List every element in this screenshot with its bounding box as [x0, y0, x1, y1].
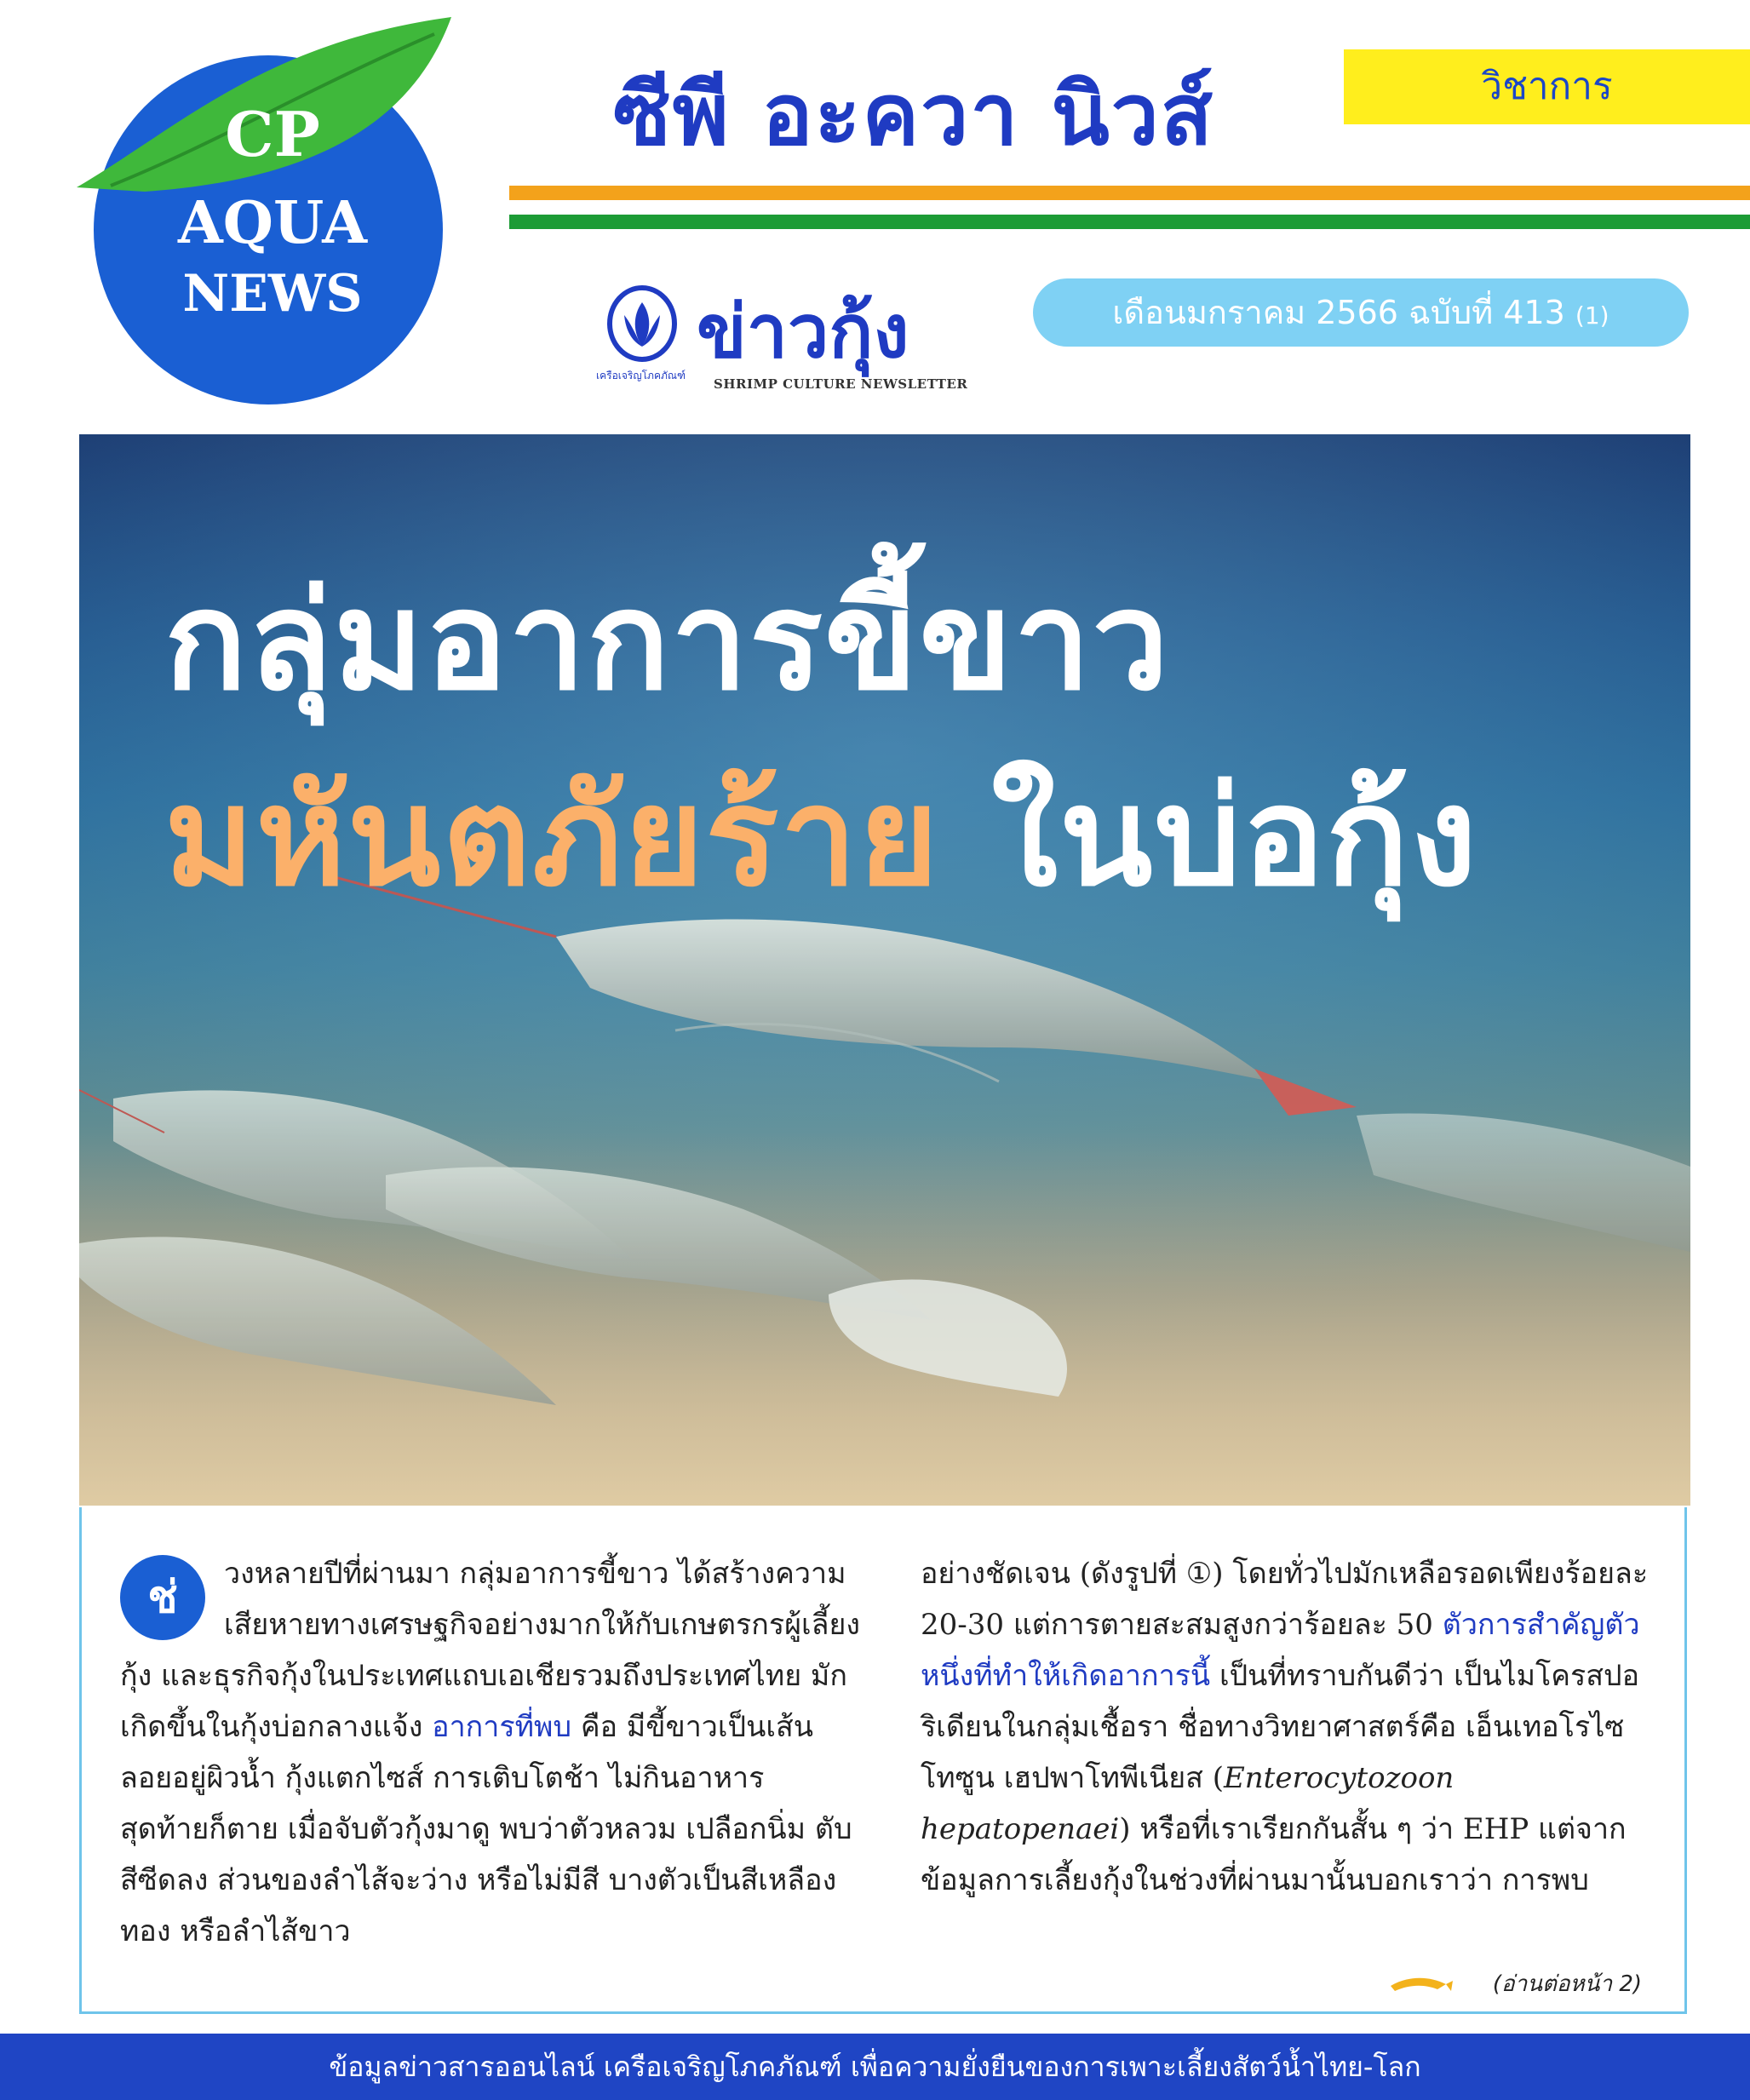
logo-news-text: NEWS	[182, 264, 363, 324]
dropcap: ช่	[120, 1555, 205, 1640]
logo-aqua-text: AQUA	[178, 189, 367, 257]
category-tag: วิชาการ	[1344, 49, 1750, 124]
left-highlight: อาการที่พบ	[432, 1710, 572, 1744]
green-divider	[509, 215, 1750, 229]
scientific-name: Enterocytozoon hepatopenaei	[921, 1761, 1455, 1846]
logo-cp-text: CP	[225, 98, 320, 170]
headline-highlight: มหันตภัยร้าย	[164, 757, 940, 916]
left-text-2: คือ มีขี้ขาวเป็นเส้นลอยอยู่ผิวน้ำ กุ้งแตกไซส์ การเติบโตช้า ไม่กินอาหาร สุดท้ายก็ตาย เมื่อจับตัวกุ้งมาดู พบว่าตัวหลวม เปลือกนิ่ม ตับสีซีดลง ส่วนของลำไส้จะว่าง หรือไม่มีสี บางตัวเป็นสีเหลืองทอง หรือลำไส้ขาว	[120, 1710, 852, 1948]
hero-image	[79, 434, 1690, 1506]
right-text-3: ) หรือที่เราเรียกกันสั้น ๆ ว่า EHP แต่จากข้อมูลการเลี้ยงกุ้งในช่วงที่ผ่านมานั้นบอกเราว่า การพบ	[921, 1812, 1627, 1897]
orange-divider	[509, 186, 1750, 200]
masthead-title: ซีพี อะควา นิวส์	[613, 65, 1214, 164]
headline-line-1: กลุ่มอาการขี้ขาว	[164, 561, 1171, 720]
continued-note: (อ่านต่อหน้า 2)	[1492, 1971, 1642, 1997]
emblem-caption: เครือเจริญโภคภัณฑ์	[596, 370, 686, 382]
headline-line-2	[164, 728, 1478, 944]
issue-badge	[1033, 278, 1689, 347]
issue-date: เดือนมกราคม 2566 ฉบับที่ 413	[1112, 294, 1565, 331]
right-text-2: เป็นที่ทราบกันดีว่า เป็นไมโครสปอริเดียนในกลุ่มเชื้อรา ชื่อทางวิทยาศาสตร์คือ เอ็นเทอโรไซโทซูน เฮปพาโทพีเนียส (	[921, 1659, 1640, 1795]
article-column-left	[120, 1548, 861, 1957]
newsletter-subtitle: SHRIMP CULTURE NEWSLETTER	[714, 376, 968, 392]
right-highlight: ตัวการสำคัญตัวหนึ่งที่ทำให้เกิดอาการนี้	[921, 1608, 1640, 1693]
left-text-1: วงหลายปีที่ผ่านมา กลุ่มอาการขี้ขาว ได้สร้างความเสียหายทางเศรษฐกิจอย่างมากให้กับเกษตรกรผู้เลี้ยงกุ้ง และธุรกิจกุ้งในประเทศแถบเอเชียรวมถึงประเทศไทย มักเกิดขึ้นในกุ้งบ่อกลางแจ้ง	[120, 1557, 860, 1744]
headline-rest: ในบ่อกุ้ง	[990, 757, 1479, 916]
article-body	[79, 1507, 1687, 2014]
issue-page: (1)	[1575, 301, 1609, 330]
article-column-right	[921, 1548, 1653, 1906]
shrimp-arrow-icon	[1386, 1969, 1455, 2003]
footer-banner: ข้อมูลข่าวสารออนไลน์ เครือเจริญโภคภัณฑ์ เพื่อความยั่งยืนของการเพาะเลี้ยงสัตว์น้ำไทย-โลก	[0, 2034, 1750, 2100]
cp-aqua-news-logo	[77, 9, 468, 409]
right-text-1: อย่างชัดเจน (ดังรูปที่ ①) โดยทั่วไปมักเหลือรอดเพียงร้อยละ 20-30 แต่การตายสะสมสูงกว่าร้อยละ 50	[921, 1557, 1649, 1642]
newsletter-name: ข่าวกุ้ง	[697, 290, 909, 375]
cp-group-emblem-icon	[607, 285, 677, 366]
